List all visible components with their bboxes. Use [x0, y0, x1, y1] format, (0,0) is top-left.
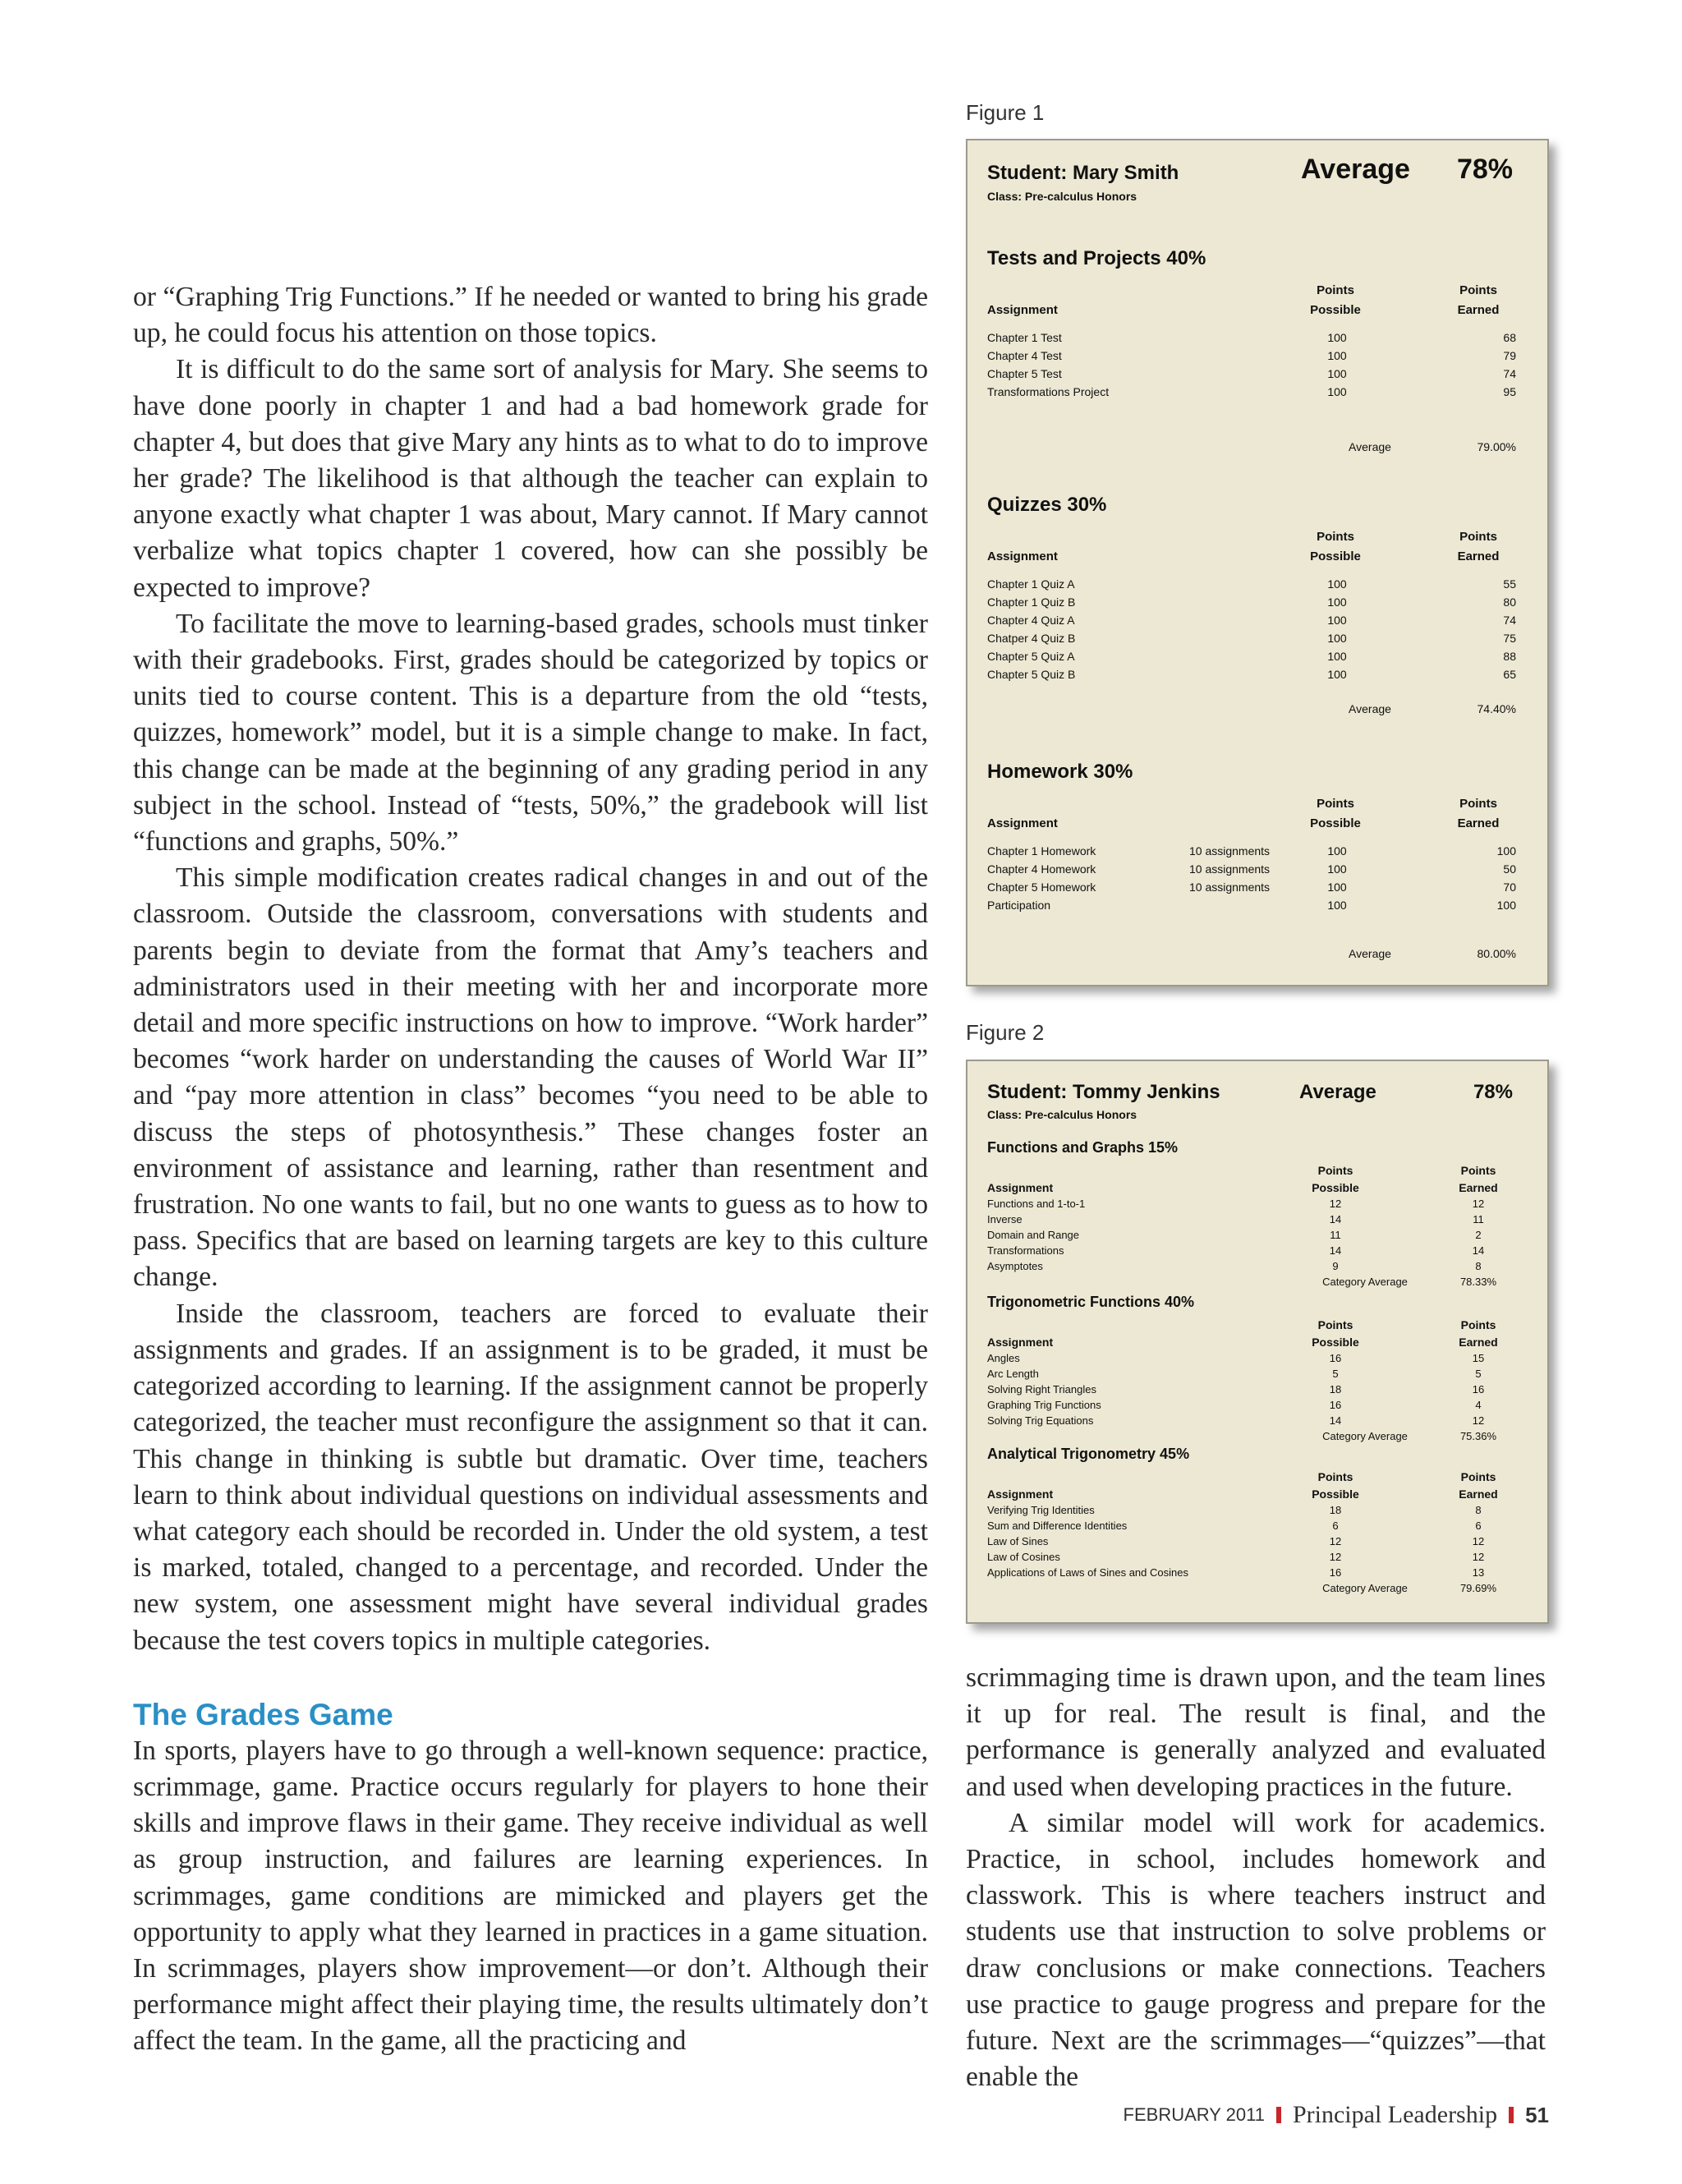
assignment-name: Domain and Range — [987, 1229, 1080, 1241]
section-title: Functions and Graphs 15% — [987, 1139, 1179, 1156]
points-header: Points — [1459, 283, 1497, 297]
assignment-note: 10 assignments — [1189, 862, 1271, 876]
points-header: Points — [1459, 797, 1497, 811]
points-possible: 100 — [1327, 577, 1347, 591]
points-earned: 70 — [1503, 880, 1516, 894]
points-possible: 14 — [1329, 1213, 1342, 1225]
points-possible: 18 — [1329, 1383, 1342, 1395]
points-earned: 50 — [1503, 862, 1516, 876]
assignment-name: Chapter 5 Quiz A — [987, 650, 1075, 663]
points-possible: 100 — [1327, 385, 1347, 398]
section-average: 79.69% — [1459, 1582, 1497, 1594]
points-earned: 55 — [1503, 577, 1516, 591]
assignment-header: Assignment — [987, 816, 1058, 830]
right-column — [966, 1660, 1546, 2095]
paragraph: It is difficult to do the same sort of analysis for Mary. She seems to have done poorly in chapter 1 and had a bad homework grade for chapter 4, but does that give Mary any hints as to what to do to improve her grade? The likelihood is that although the teacher can explain to anyone exactly what chapter 1 was about, Mary cannot. If Mary cannot verbalize what topics chapter 1 covered, how can she possibly be expected to improve? — [133, 354, 928, 603]
average-word: Category Average — [1322, 1276, 1408, 1288]
points-earned: 68 — [1503, 331, 1516, 344]
left-column — [133, 279, 928, 2060]
footer-divider — [1276, 2107, 1281, 2123]
paragraph: or “Graphing Trig Functions.” If he needed or wanted to bring his grade up, he could focus his attention on those topics. — [133, 282, 928, 349]
points-possible: 100 — [1327, 650, 1347, 663]
points-header: Points — [1317, 1318, 1353, 1331]
possible-header: Possible — [1312, 1181, 1359, 1194]
points-earned: 12 — [1472, 1198, 1485, 1210]
assignment-name: Solving Trig Equations — [987, 1414, 1094, 1427]
figure1-label: Figure 1 — [966, 100, 1045, 125]
average-label: Average — [1299, 1081, 1376, 1103]
average-value: 78% — [1473, 1081, 1513, 1103]
paragraph: Inside the classroom, teachers are forced to evaluate their assignments and grades. If an assignment is to be graded, it must be categorized according to learning. If the assignment cannot be properly categorized, the teacher must reconfigure the assignment so that it can. This change in thinking is subtle but dramatic. Over time, teachers learn to think about individual questions on individual assessments and what category each should be recorded in. Under the old system, a test is marked, totaled, changed to a percentage, and recorded. Under the new system, one assessment might have several individual grades because the test covers topics in multiple categories. — [133, 1298, 928, 1656]
section-average: 75.36% — [1459, 1430, 1497, 1442]
points-possible: 18 — [1329, 1504, 1342, 1516]
assignment-name: Transformations Project — [987, 385, 1110, 398]
right-body-text — [966, 1660, 1546, 2095]
points-possible: 100 — [1327, 614, 1347, 627]
points-header: Points — [1460, 1470, 1496, 1483]
section-title: Trigonometric Functions 40% — [987, 1294, 1195, 1310]
points-header: Points — [1317, 530, 1354, 544]
page-number: 51 — [1525, 2102, 1549, 2127]
student-name: Student: Tommy Jenkins — [987, 1081, 1220, 1103]
assignment-name: Inverse — [987, 1213, 1023, 1225]
points-earned: 16 — [1472, 1383, 1485, 1395]
possible-header: Possible — [1310, 816, 1361, 830]
earned-header: Earned — [1459, 1181, 1498, 1194]
assignment-name: Angles — [987, 1352, 1020, 1364]
section-body-text — [133, 1733, 928, 2060]
assignment-name: Asymptotes — [987, 1260, 1043, 1272]
assignment-name: Arc Length — [987, 1368, 1039, 1380]
assignment-header: Assignment — [987, 549, 1058, 563]
points-possible: 6 — [1332, 1520, 1339, 1532]
points-possible: 100 — [1327, 632, 1347, 645]
student-name: Student: Mary Smith — [987, 162, 1179, 184]
points-earned: 100 — [1496, 899, 1516, 912]
paragraph: This simple modification creates radical changes in and out of the classroom. Outside the classroom, conversations with students and parents begin to deviate from the format that Amy’s teachers and administrators used in their meeting with her and incorporate more detail and more specific instructions on how to improve. “Work harder” becomes “work harder on understanding the causes of World War II” and “pay more attention in class” becomes “you need to be able to discuss the steps of photosynthesis.” These changes foster an environment of assistance and learning, rather than resentment and frustration. No one wants to fail, but no one wants to guess as to how to pass. Specifics that are based on learning targets are key to this culture change. — [133, 862, 928, 1293]
earned-header: Earned — [1457, 816, 1500, 830]
points-earned: 8 — [1475, 1260, 1482, 1272]
assignment-name: Chapter 5 Quiz B — [987, 668, 1076, 681]
assignment-name: Graphing Trig Functions — [987, 1399, 1101, 1411]
assignment-note: 10 assignments — [1189, 880, 1271, 894]
assignment-name: Chapter 4 Test — [987, 349, 1062, 362]
assignment-name: Solving Right Triangles — [987, 1383, 1096, 1395]
assignment-name: Chapter 5 Homework — [987, 880, 1096, 894]
average-value: 78% — [1456, 154, 1513, 185]
assignment-name: Transformations — [987, 1244, 1064, 1257]
assignment-name: Chapter 4 Homework — [987, 862, 1096, 876]
points-possible: 100 — [1327, 349, 1347, 362]
points-possible: 100 — [1327, 899, 1347, 912]
possible-header: Possible — [1310, 549, 1361, 563]
section-title: Homework 30% — [987, 761, 1133, 783]
points-earned: 79 — [1503, 349, 1516, 362]
section-title: Quizzes 30% — [987, 494, 1107, 516]
footer-publication: Principal Leadership — [1292, 2101, 1498, 2128]
average-word: Average — [1349, 440, 1391, 453]
assignment-name: Chapter 1 Homework — [987, 844, 1096, 858]
footer-date: FEBRUARY 2011 — [1123, 2104, 1265, 2125]
section-average: 80.00% — [1477, 947, 1516, 960]
assignment-name: Chapter 1 Quiz B — [987, 595, 1076, 609]
assignment-header: Assignment — [987, 1336, 1054, 1349]
assignment-name: Law of Sines — [987, 1535, 1049, 1547]
assignment-name: Chapter 5 Test — [987, 367, 1062, 380]
points-earned: 65 — [1503, 668, 1516, 681]
points-header: Points — [1317, 1470, 1353, 1483]
points-possible: 100 — [1327, 880, 1347, 894]
assignment-name: Applications of Laws of Sines and Cosines — [987, 1566, 1188, 1579]
points-header: Points — [1459, 530, 1497, 544]
possible-header: Possible — [1312, 1336, 1359, 1349]
points-earned: 12 — [1472, 1535, 1485, 1547]
assignment-name: Chapter 1 Test — [987, 331, 1062, 344]
section-heading: The Grades Game — [133, 1697, 393, 1731]
points-earned: 88 — [1503, 650, 1516, 663]
points-possible: 14 — [1329, 1414, 1342, 1427]
footer-divider — [1509, 2107, 1514, 2123]
assignment-name: Verifying Trig Identities — [987, 1504, 1095, 1516]
points-earned: 12 — [1472, 1551, 1485, 1563]
points-possible: 12 — [1329, 1535, 1342, 1547]
possible-header: Possible — [1312, 1487, 1359, 1501]
points-possible: 100 — [1327, 331, 1347, 344]
average-word: Category Average — [1322, 1582, 1408, 1594]
points-possible: 100 — [1327, 595, 1347, 609]
earned-header: Earned — [1459, 1487, 1498, 1501]
assignment-name: Chapter 1 Quiz A — [987, 577, 1075, 591]
average-word: Average — [1349, 947, 1391, 960]
figure2-label: Figure 2 — [966, 1020, 1045, 1045]
points-possible: 12 — [1329, 1551, 1342, 1563]
points-header: Points — [1317, 283, 1354, 297]
assignment-name: Chatper 4 Quiz B — [987, 632, 1076, 645]
class-name: Class: Pre-calculus Honors — [987, 190, 1137, 203]
assignment-header: Assignment — [987, 303, 1058, 317]
assignment-name: Chapter 4 Quiz A — [987, 614, 1075, 627]
points-possible: 16 — [1329, 1399, 1342, 1411]
points-earned: 5 — [1475, 1368, 1482, 1380]
points-earned: 74 — [1503, 614, 1516, 627]
left-body-text — [133, 279, 928, 1659]
points-header: Points — [1460, 1318, 1496, 1331]
section-average: 78.33% — [1459, 1276, 1497, 1288]
paragraph: To facilitate the move to learning-based grades, schools must tinker with their gradebooks. First, grades should be categorized by topics or units tied to course content. This is a departure from the old “tests, quizzes, homework” model, but it is a simple change to make. In fact, this change can be made at the beginning of any grading period in any subject in the school. Instead of “tests, 50%,” the gradebook will list “functions and graphs, 50%.” — [133, 608, 928, 858]
section-average: 79.00% — [1477, 440, 1516, 453]
points-earned: 80 — [1503, 595, 1516, 609]
points-earned: 15 — [1472, 1352, 1485, 1364]
figure1-gradebook — [966, 139, 1549, 986]
assignment-header: Assignment — [987, 1487, 1054, 1501]
paragraph: In sports, players have to go through a well-known sequence: practice, scrimmage, game. Practice occurs regularly for players to hone their skills and improve flaws in their game. They receive individual as well as group instruction, and failures are learning experiences. In scrimmages, game conditions are mimicked and players get the opportunity to apply what they learned in practices in a game situation. In scrimmages, players show improvement—or don’t. Although their performance might affect their playing time, the results ultimately don’t affect the team. In the game, all the practicing and — [133, 1735, 928, 2057]
points-possible: 12 — [1329, 1198, 1342, 1210]
points-possible: 100 — [1327, 844, 1347, 858]
points-earned: 74 — [1503, 367, 1516, 380]
earned-header: Earned — [1457, 303, 1500, 317]
assignment-note: 10 assignments — [1189, 844, 1271, 858]
average-word: Average — [1349, 702, 1391, 715]
points-earned: 8 — [1475, 1504, 1482, 1516]
section-average: 74.40% — [1477, 702, 1516, 715]
assignment-name: Participation — [987, 899, 1051, 912]
average-word: Category Average — [1322, 1430, 1408, 1442]
section-title: Analytical Trigonometry 45% — [987, 1446, 1190, 1462]
points-possible: 16 — [1329, 1566, 1342, 1579]
points-earned: 2 — [1475, 1229, 1482, 1241]
earned-header: Earned — [1459, 1336, 1498, 1349]
points-earned: 4 — [1475, 1399, 1482, 1411]
assignment-name: Law of Cosines — [987, 1551, 1060, 1563]
points-earned: 11 — [1473, 1213, 1484, 1225]
page-footer — [1124, 2101, 1549, 2129]
points-possible: 100 — [1327, 862, 1347, 876]
points-possible: 16 — [1329, 1352, 1342, 1364]
points-possible: 100 — [1327, 367, 1347, 380]
average-label: Average — [1301, 154, 1410, 185]
points-earned: 14 — [1472, 1244, 1485, 1257]
points-earned: 75 — [1503, 632, 1516, 645]
points-possible: 100 — [1327, 668, 1347, 681]
points-earned: 13 — [1472, 1566, 1485, 1579]
points-possible: 14 — [1329, 1244, 1342, 1257]
points-header: Points — [1317, 1164, 1353, 1177]
assignment-name: Functions and 1-to-1 — [987, 1198, 1086, 1210]
points-earned: 95 — [1503, 385, 1516, 398]
points-header: Points — [1460, 1164, 1496, 1177]
assignment-name: Sum and Difference Identities — [987, 1520, 1128, 1532]
points-header: Points — [1317, 797, 1354, 811]
points-earned: 12 — [1472, 1414, 1485, 1427]
earned-header: Earned — [1457, 549, 1500, 563]
paragraph: A similar model will work for academics. Practice, in school, includes homework and classwork. This is where teachers instruct and students use that instruction to solve problems or draw conclusions or make connections. Teachers use practice to gauge progress and prepare for the future. Next are the scrimmages—“quizzes”—that enable the — [966, 1807, 1546, 2093]
paragraph: scrimmaging time is drawn upon, and the team lines it up for real. The result is final, and the performance is generally analyzed and evaluated and used when developing practices in the future. — [966, 1662, 1546, 1802]
section-title: Tests and Projects 40% — [987, 247, 1206, 269]
points-earned: 100 — [1496, 844, 1516, 858]
points-possible: 11 — [1330, 1229, 1341, 1241]
points-possible: 5 — [1332, 1368, 1339, 1380]
class-name: Class: Pre-calculus Honors — [987, 1108, 1137, 1121]
points-possible: 9 — [1332, 1260, 1339, 1272]
points-earned: 6 — [1475, 1520, 1482, 1532]
assignment-header: Assignment — [987, 1181, 1054, 1194]
figure2-gradebook — [966, 1060, 1549, 1624]
possible-header: Possible — [1310, 303, 1361, 317]
